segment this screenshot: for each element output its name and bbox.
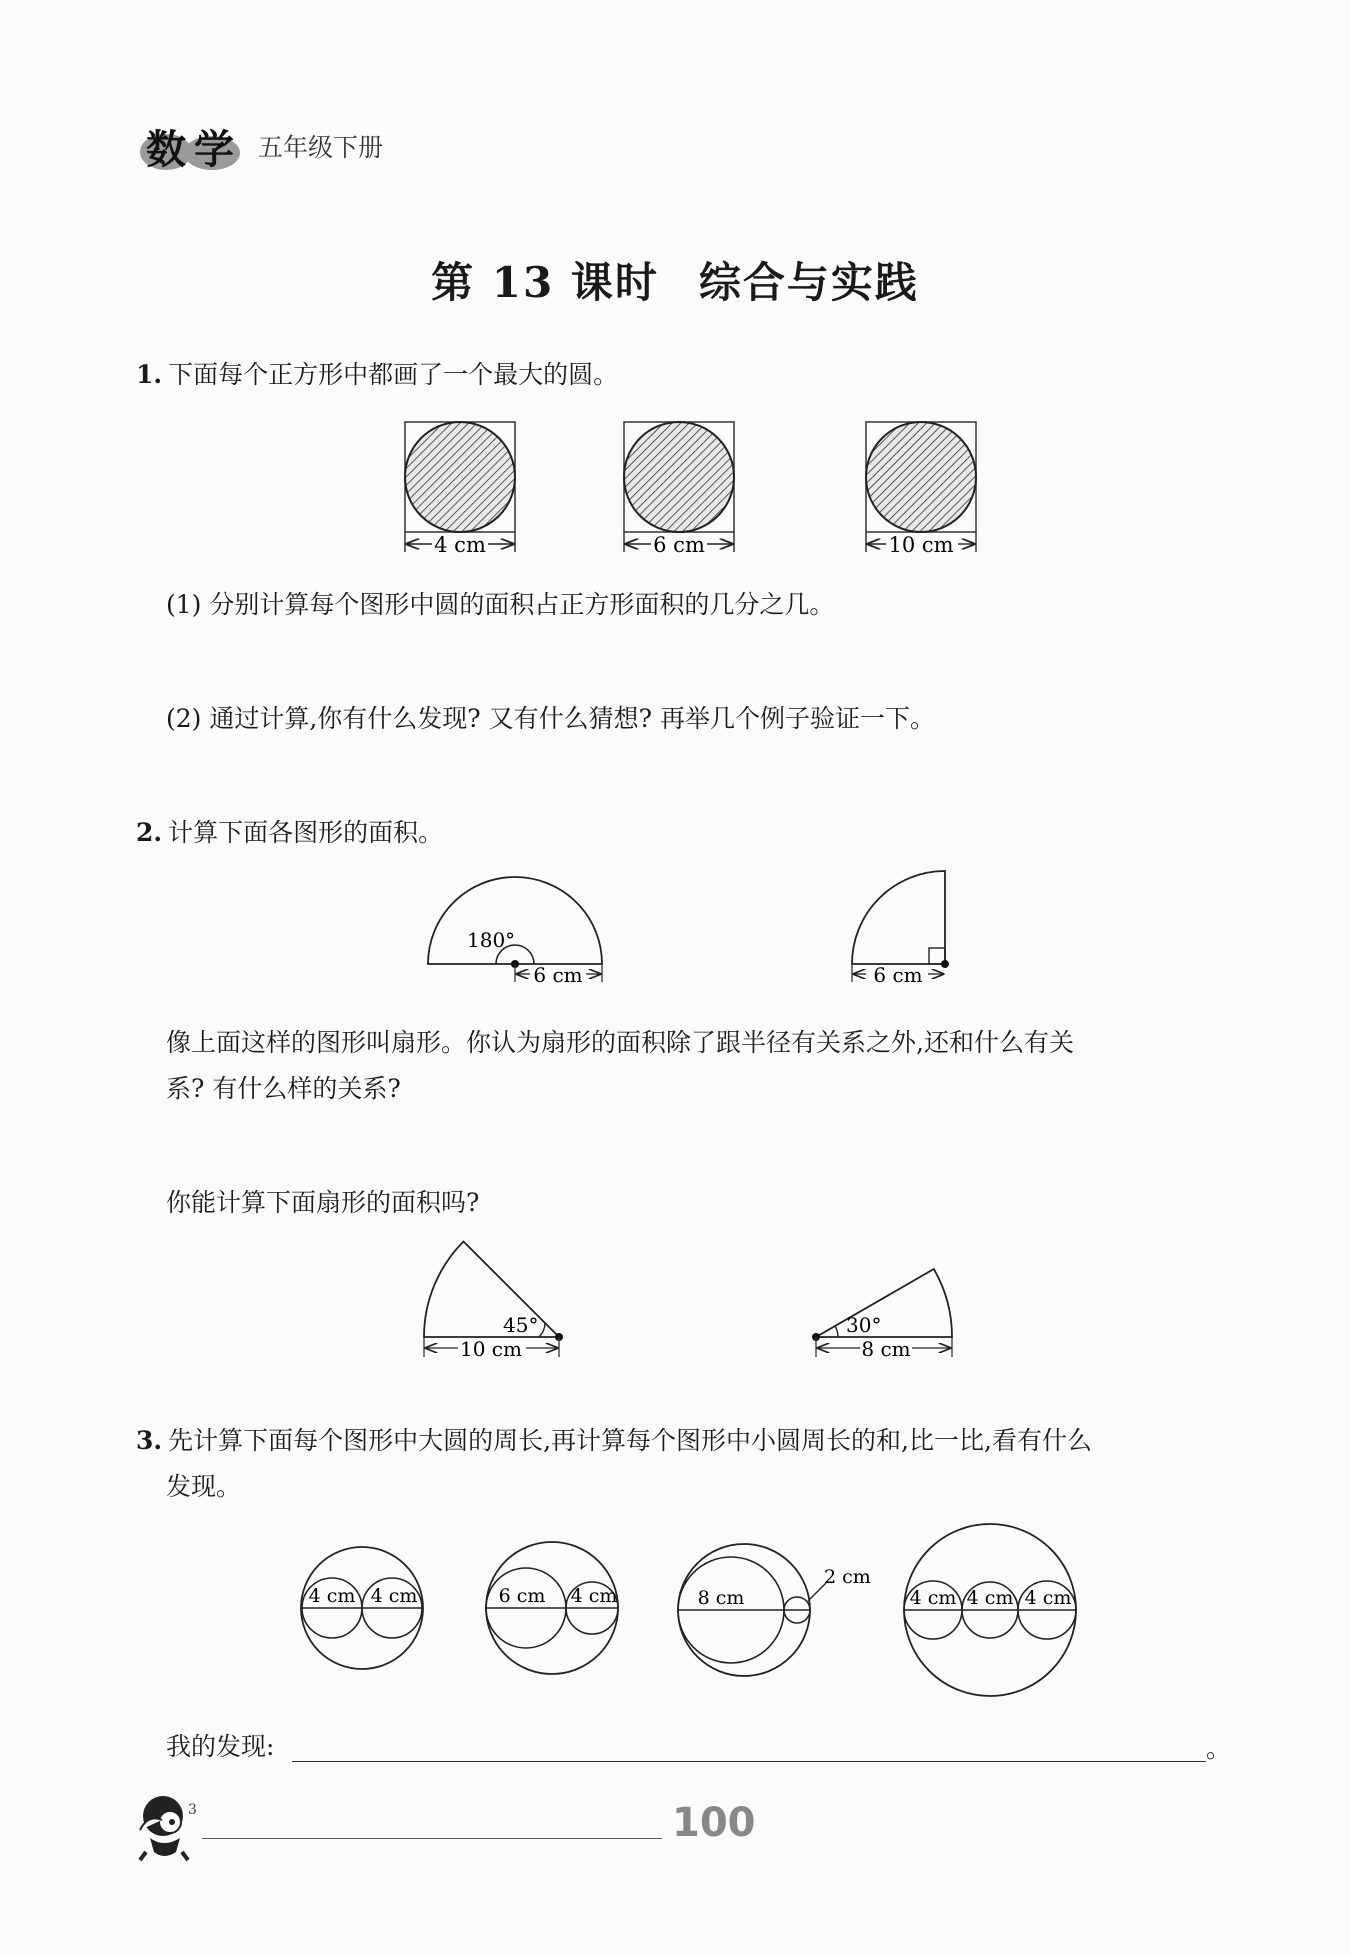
q2-fig1-radius: 6 cm	[533, 963, 583, 987]
q3-c4-label-2: 4 cm	[966, 1587, 1014, 1609]
q2-fig4-radius: 8 cm	[861, 1337, 911, 1361]
q3-c2-label-2: 4 cm	[570, 1585, 618, 1607]
q3-c1-label-2: 4 cm	[370, 1585, 418, 1607]
q2-prompt	[136, 810, 443, 856]
q1-label-3: 10 cm	[888, 533, 954, 557]
q2-para-line2: 系? 有什么样的关系?	[166, 1074, 401, 1103]
q2-figure-sector-45	[424, 1242, 563, 1362]
finding-answer-line[interactable]	[292, 1761, 1206, 1762]
lesson-topic: 综合与实践	[698, 258, 919, 307]
q2-fig3-radius: 10 cm	[460, 1337, 522, 1361]
q3-c3-label-2: 2 cm	[824, 1566, 871, 1588]
lesson-number: 第 13 课时	[431, 258, 659, 307]
q2-figure-quarter	[852, 871, 949, 987]
q3-figure-4	[904, 1524, 1076, 1696]
q3-text: 先计算下面每个图形中大圆的周长,再计算每个图形中小圆周长的和,比一比,看有什么	[168, 1426, 1092, 1455]
q3-figure-3	[678, 1544, 871, 1676]
q1-label-1: 4 cm	[434, 533, 486, 557]
q1-number: 1.	[136, 360, 163, 389]
q3-figure-1	[301, 1547, 423, 1669]
page-number: 100	[672, 1800, 756, 1846]
q2-figure-sector-30	[812, 1269, 952, 1361]
q1-text: 下面每个正方形中都画了一个最大的圆。	[168, 360, 619, 389]
q2-fig2-radius: 6 cm	[873, 963, 923, 987]
finding-end-mark: 。	[1206, 1734, 1232, 1763]
q1-sub1: (1) 分别计算每个图形中圆的面积占正方形面积的几分之几。	[166, 590, 835, 619]
q1-figure-3	[866, 422, 976, 557]
q2-fig4-angle: 30°	[846, 1313, 882, 1337]
finding-label: 我的发现:	[166, 1732, 275, 1761]
q2-fig3-angle: 45°	[503, 1313, 539, 1337]
q2-para-line1: 像上面这样的图形叫扇形。你认为扇形的面积除了跟半径有关系之外,还和什么有关	[166, 1028, 1074, 1057]
q3-c4-label-3: 4 cm	[1024, 1587, 1072, 1609]
q3-prompt-line2: 发现。	[166, 1472, 242, 1501]
q2-ask: 你能计算下面扇形的面积吗?	[166, 1188, 480, 1217]
q3-prompt-line1	[136, 1418, 1092, 1464]
q1-figure-1	[405, 422, 515, 557]
q2-number: 2.	[136, 818, 163, 847]
mascot-icon	[140, 1796, 197, 1860]
grade-label: 五年级下册	[258, 133, 384, 162]
q1-sub2: (2) 通过计算,你有什么发现? 又有什么猜想? 再举几个例子验证一下。	[166, 704, 936, 733]
q1-figure-2	[624, 422, 734, 557]
q1-label-2: 6 cm	[653, 533, 705, 557]
q3-figure-2	[486, 1542, 618, 1674]
q3-c4-label-1: 4 cm	[909, 1587, 957, 1609]
q2-fig1-angle: 180°	[467, 928, 516, 952]
footer-rule	[202, 1838, 662, 1839]
q3-c1-label-1: 4 cm	[308, 1585, 356, 1607]
svg-text:3: 3	[188, 1802, 197, 1818]
q3-c3-label-1: 8 cm	[697, 1587, 745, 1609]
q3-c2-label-1: 6 cm	[498, 1585, 546, 1607]
q2-figure-semicircle	[428, 877, 602, 987]
q2-text: 计算下面各图形的面积。	[168, 818, 444, 847]
subject-label: 数学	[146, 127, 242, 173]
q3-number: 3.	[136, 1426, 163, 1455]
